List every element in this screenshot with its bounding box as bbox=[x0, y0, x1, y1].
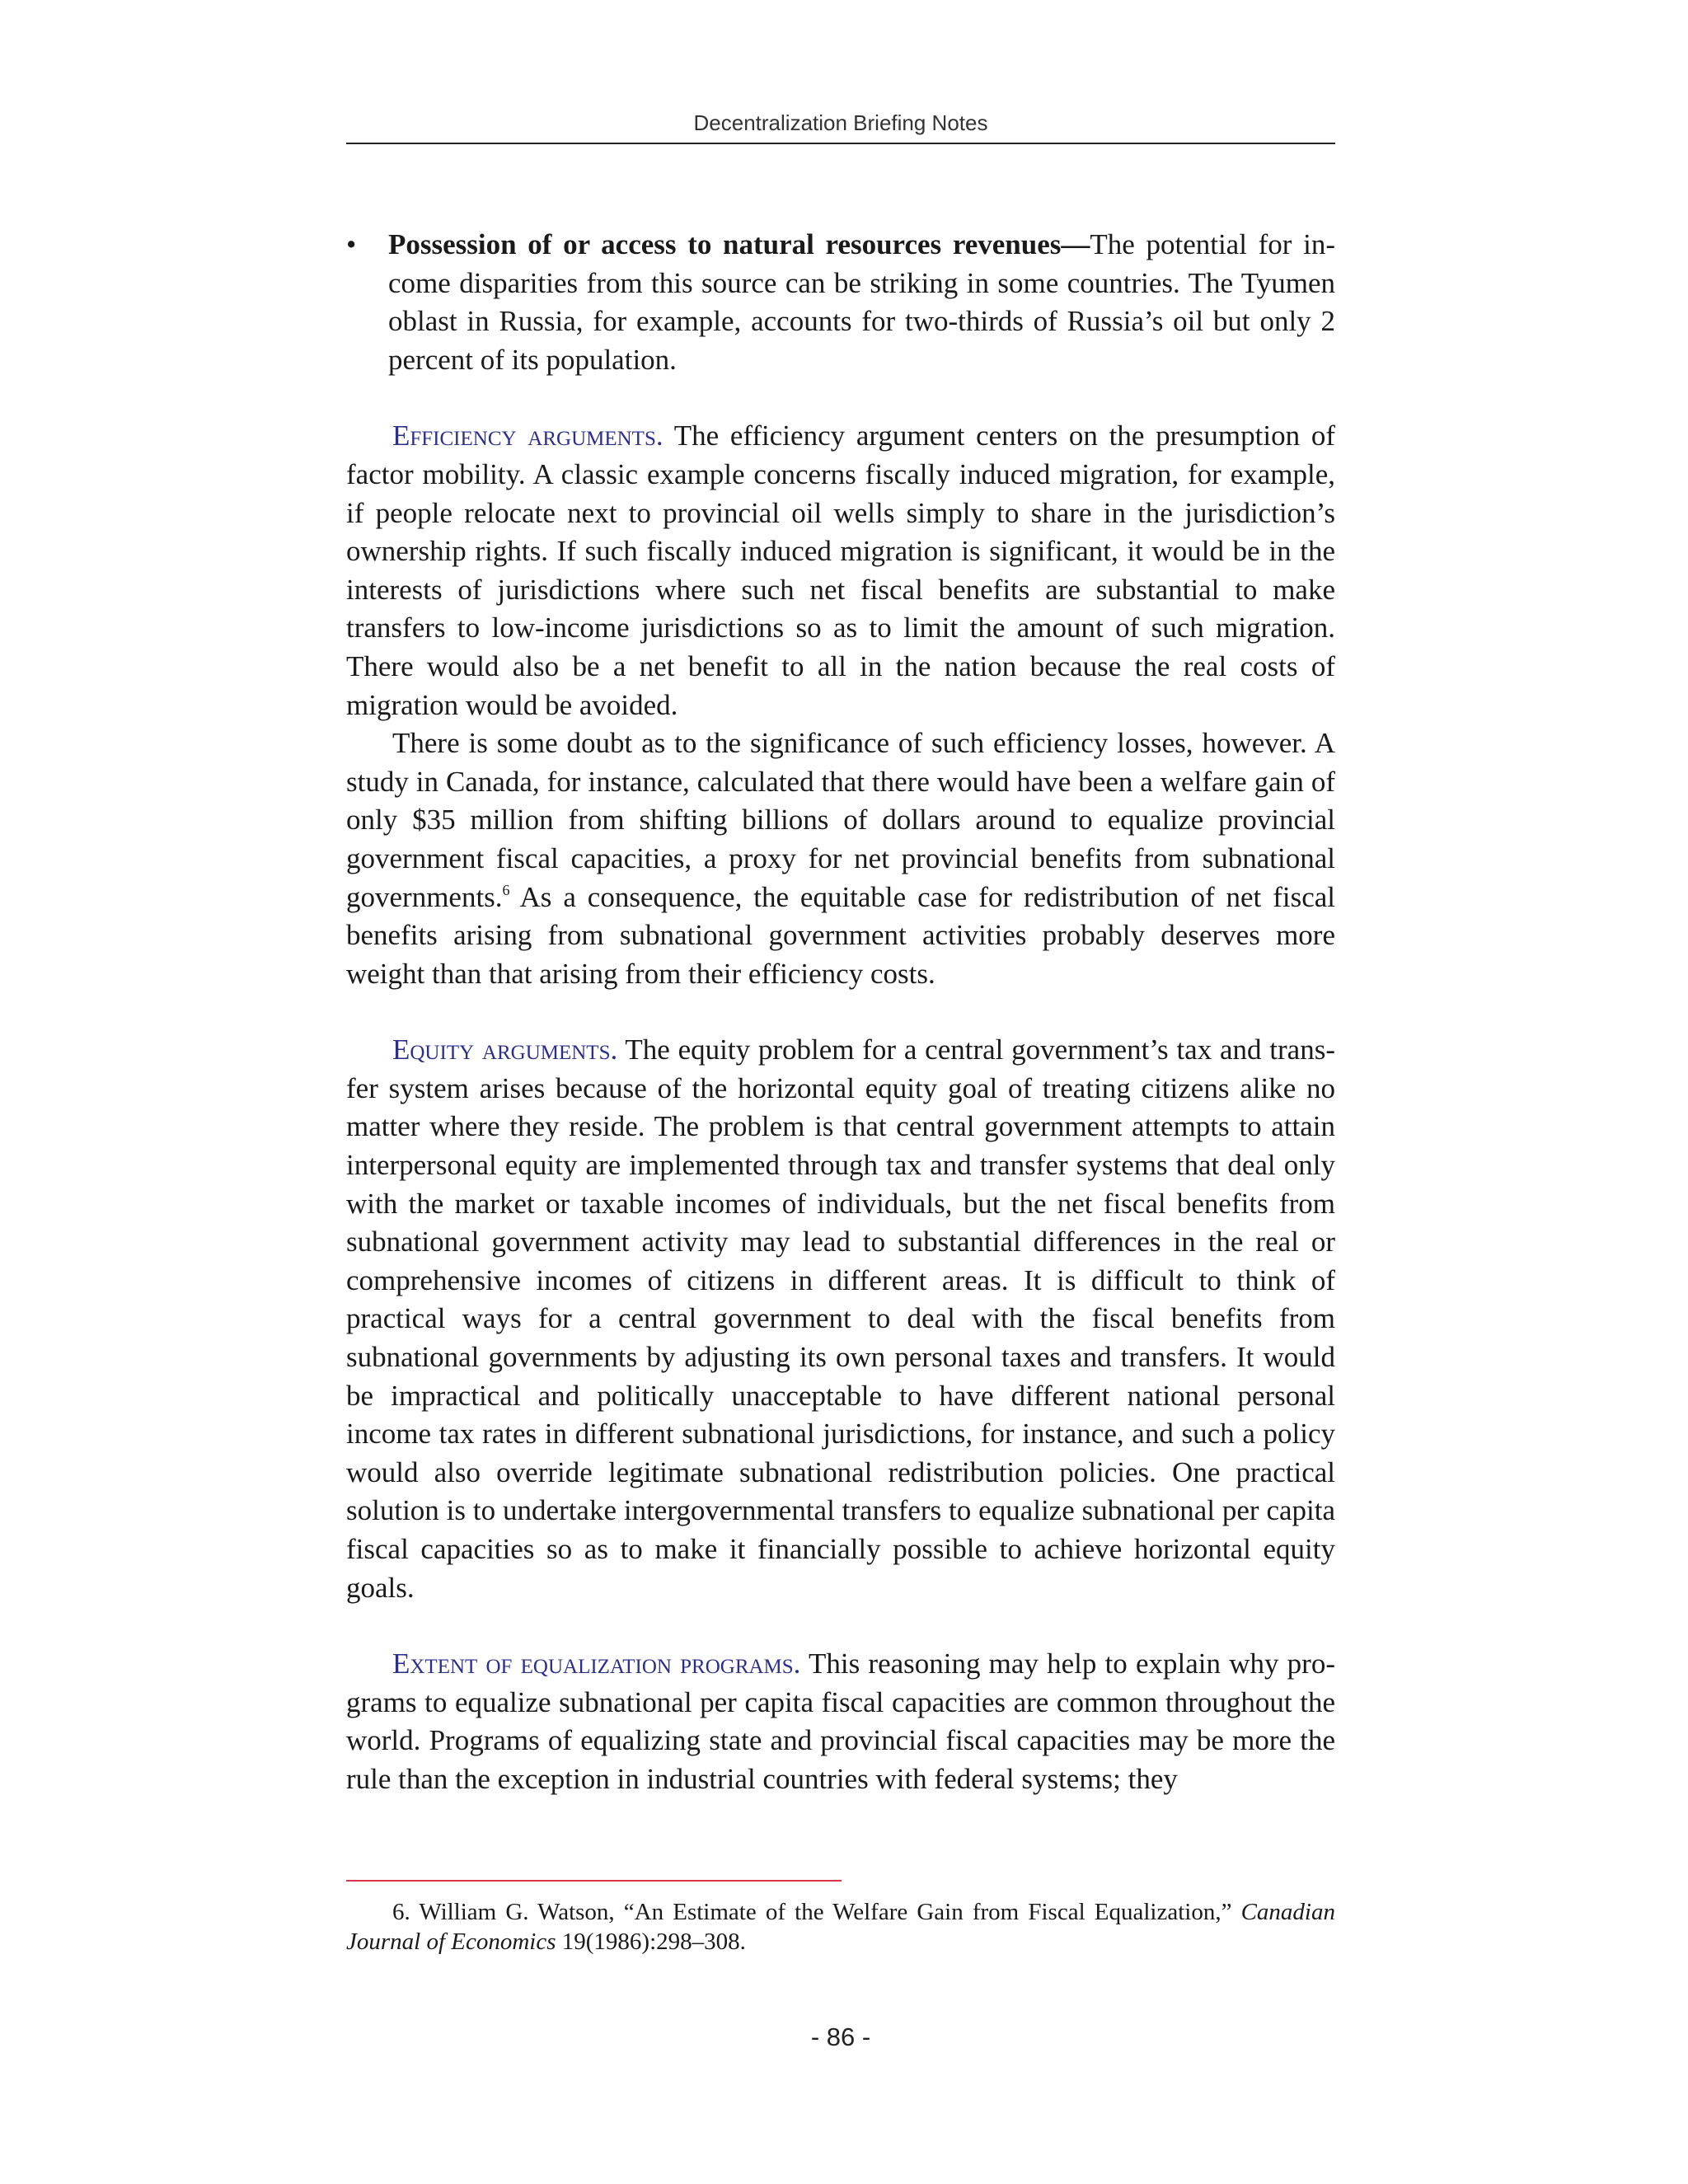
bullet-mark: • bbox=[346, 228, 357, 260]
page-number: - 86 - bbox=[810, 2022, 871, 2051]
equity-paragraph bbox=[346, 1031, 1335, 1607]
footnote-rule bbox=[346, 1880, 842, 1882]
footnote-number: 6. bbox=[392, 1899, 410, 1925]
equity-heading: Equity arguments. bbox=[392, 1033, 618, 1066]
efficiency-text-2a: There is some doubt as to the significance of such efficiency losses, however. A study in Canada, for instance, calculated that there would have been a welfare gain of only $35 million from shifting billions of dollars around to equalize provincial government fiscal capacities, a proxy for net provincial benefits from subnational governments. bbox=[346, 727, 1335, 913]
extent-text: This reasoning may help to explain why programs to equalize subnational per capita fiscal capacities are common throughout the world. Programs of equalizing state and provincial fiscal capacities may be more the rule than the exception in industrial countries with federal systems; they bbox=[346, 1647, 1335, 1795]
bullet-item-natural-resources bbox=[346, 226, 1335, 379]
footnote-text: William G. Watson, “An Estimate of the Welfare Gain from Fiscal Equalization,” bbox=[419, 1899, 1232, 1925]
extent-heading: Extent of equalization programs. bbox=[392, 1647, 801, 1680]
bullet-body-text: The potential for income disparities from this source can be striking in some countries. The Tyumen oblast in Russia, for example, accounts for two-thirds of Russia’s oil but only 2 percent of its population. bbox=[388, 228, 1335, 376]
efficiency-heading: Efficiency arguments. bbox=[392, 419, 663, 452]
extent-paragraph bbox=[346, 1645, 1335, 1798]
body-text bbox=[346, 226, 1335, 1799]
footnote-reference: 6 bbox=[502, 881, 510, 898]
running-header: Decentralization Briefing Notes bbox=[693, 110, 988, 135]
footnote-journal: Canadian Journal of Economics bbox=[346, 1899, 1335, 1955]
efficiency-text-2b: As a consequence, the equitable case for redistribution of net fiscal benefits arising from subnational government activities probably deserves more weight than that arising from their efficiency costs. bbox=[346, 880, 1335, 990]
header-rule bbox=[346, 143, 1335, 144]
footnote bbox=[346, 1897, 1335, 1957]
efficiency-paragraph-2 bbox=[346, 724, 1335, 993]
equity-text: The equity problem for a central government’s tax and transfer system arises because of the horizontal equity goal of treating citizens alike no matter where they reside. The problem is that central government attempts to attain interpersonal equity are implemented through tax and transfer systems that deal only with the market or taxable incomes of individuals, but the net fiscal benefits from subnational government activity may lead to substantial differences in the real or comprehensive incomes of citizens in different areas. It is difficult to think of practical ways for a central government to deal with the fiscal benefits from subnational governments by adjusting its own personal taxes and transfers. It would be impractical and politically unacceptable to have different national personal income tax rates in different subnational jurisdictions, for instance, and such a policy would also override legitimate subnational redistribution policies. One practical solution is to undertake intergovernmental transfers to equalize subnational per capita fiscal capacities so as to make it financially possible to achieve horizontal equity goals. bbox=[346, 1033, 1335, 1604]
efficiency-paragraph bbox=[346, 417, 1335, 724]
efficiency-text: The efficiency argument centers on the presumption of factor mobility. A classic example concerns fiscally induced migration, for example, if people relocate next to provincial oil wells simply to share in the jurisdiction’s ownership rights. If such fiscally induced migration is significant, it would be in the interests of jurisdictions where such net fiscal benefits are substantial to make transfers to low-income jurisdictions so as to limit the amount of such migration. There would also be a net benefit to all in the nation because the real costs of migration would be avoided. bbox=[346, 419, 1335, 721]
bullet-lead-text: Possession of or access to natural resources revenues— bbox=[388, 228, 1090, 260]
footnote-citation: 19(1986):298–308. bbox=[561, 1929, 746, 1955]
